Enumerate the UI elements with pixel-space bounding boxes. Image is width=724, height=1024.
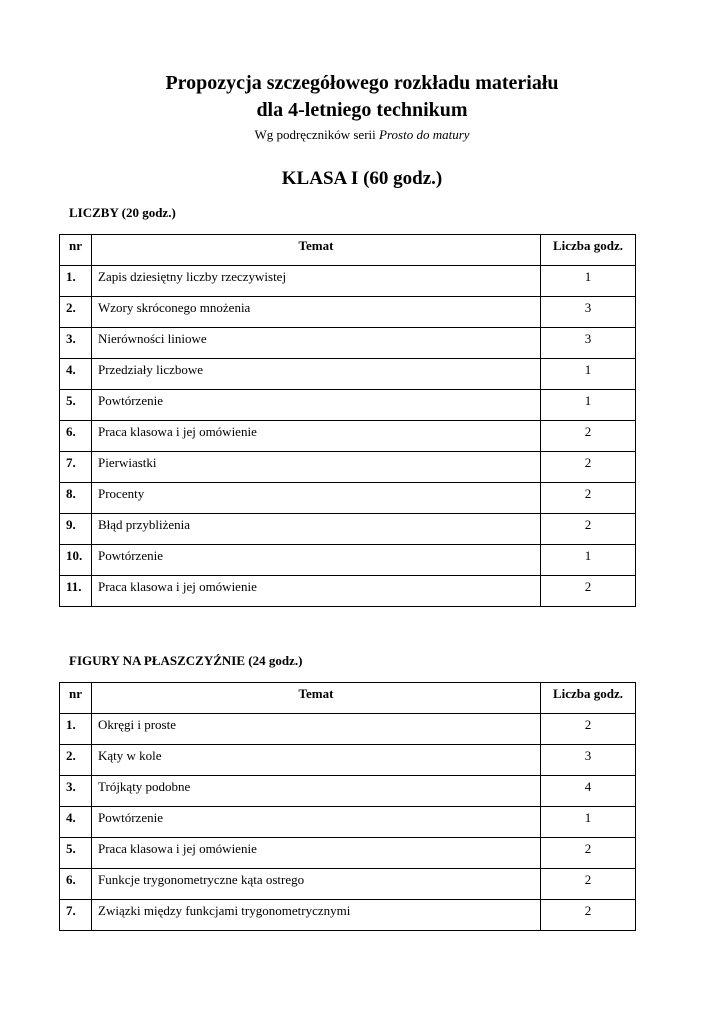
table-header-row [60,235,636,266]
row-topic: Trójkąty podobne [92,776,541,807]
column-header-topic: Temat [92,683,541,714]
row-topic: Powtórzenie [92,390,541,421]
table-row [60,359,636,390]
row-topic: Praca klasowa i jej omówienie [92,421,541,452]
row-number: 1. [60,714,92,745]
table-row [60,745,636,776]
section-title-liczby: LICZBY (20 godz.) [69,205,176,220]
table-row [60,297,636,328]
row-number: 4. [60,359,92,390]
row-hours: 1 [541,359,636,390]
row-number: 9. [60,514,92,545]
row-topic: Okręgi i proste [92,714,541,745]
document-subtitle [0,127,724,143]
table-row [60,266,636,297]
row-topic: Błąd przybliżenia [92,514,541,545]
row-hours: 2 [541,483,636,514]
table-body-figury [60,714,636,931]
table-row [60,714,636,745]
document-title-line-2: dla 4-letniego technikum [256,99,468,121]
table-row [60,900,636,931]
row-number: 10. [60,545,92,576]
row-topic: Funkcje trygonometryczne kąta ostrego [92,869,541,900]
column-header-hours: Liczba godz. [541,683,636,714]
topics-table-figury [59,682,636,931]
table-row [60,807,636,838]
row-topic: Związki między funkcjami trygonometrycznymi [92,900,541,931]
column-header-nr: nr [60,235,92,266]
row-hours: 1 [541,390,636,421]
row-topic: Przedziały liczbowe [92,359,541,390]
row-topic: Zapis dziesiętny liczby rzeczywistej [92,266,541,297]
row-hours: 2 [541,452,636,483]
row-number: 5. [60,838,92,869]
table-row [60,838,636,869]
row-number: 7. [60,452,92,483]
row-number: 5. [60,390,92,421]
table-row [60,776,636,807]
row-hours: 3 [541,745,636,776]
subtitle-series: Prosto do matury [379,127,470,142]
row-topic: Pierwiastki [92,452,541,483]
table-row [60,514,636,545]
row-number: 6. [60,421,92,452]
row-hours: 2 [541,514,636,545]
row-hours: 1 [541,266,636,297]
row-topic: Praca klasowa i jej omówienie [92,838,541,869]
row-number: 11. [60,576,92,607]
row-hours: 2 [541,900,636,931]
table-header-row [60,683,636,714]
class-title: KLASA I (60 godz.) [281,168,443,189]
row-number: 3. [60,776,92,807]
document-title-line-1: Propozycja szczegółowego rozkładu materiału [165,72,559,94]
row-hours: 2 [541,576,636,607]
row-topic: Kąty w kole [92,745,541,776]
table-row [60,328,636,359]
row-number: 1. [60,266,92,297]
row-topic: Powtórzenie [92,545,541,576]
column-header-nr: nr [60,683,92,714]
table-row [60,390,636,421]
row-hours: 2 [541,421,636,452]
row-number: 4. [60,807,92,838]
table-row [60,421,636,452]
row-hours: 2 [541,838,636,869]
table-row [60,869,636,900]
column-header-hours: Liczba godz. [541,235,636,266]
column-header-topic: Temat [92,235,541,266]
table-row [60,452,636,483]
row-topic: Procenty [92,483,541,514]
row-topic: Praca klasowa i jej omówienie [92,576,541,607]
row-number: 3. [60,328,92,359]
section-title-figury: FIGURY NA PŁASZCZYŹNIE (24 godz.) [69,653,303,668]
table-row [60,483,636,514]
row-hours: 1 [541,545,636,576]
row-hours: 1 [541,807,636,838]
row-topic: Powtórzenie [92,807,541,838]
subtitle-prefix: Wg podręczników serii [254,127,376,142]
row-hours: 3 [541,328,636,359]
table-row [60,576,636,607]
row-topic: Nierówności liniowe [92,328,541,359]
row-number: 2. [60,745,92,776]
row-hours: 2 [541,714,636,745]
row-number: 8. [60,483,92,514]
row-number: 7. [60,900,92,931]
row-number: 2. [60,297,92,328]
table-body-liczby [60,266,636,607]
topics-table-liczby [59,234,636,607]
row-hours: 4 [541,776,636,807]
table-row [60,545,636,576]
row-number: 6. [60,869,92,900]
row-topic: Wzory skróconego mnożenia [92,297,541,328]
row-hours: 3 [541,297,636,328]
row-hours: 2 [541,869,636,900]
